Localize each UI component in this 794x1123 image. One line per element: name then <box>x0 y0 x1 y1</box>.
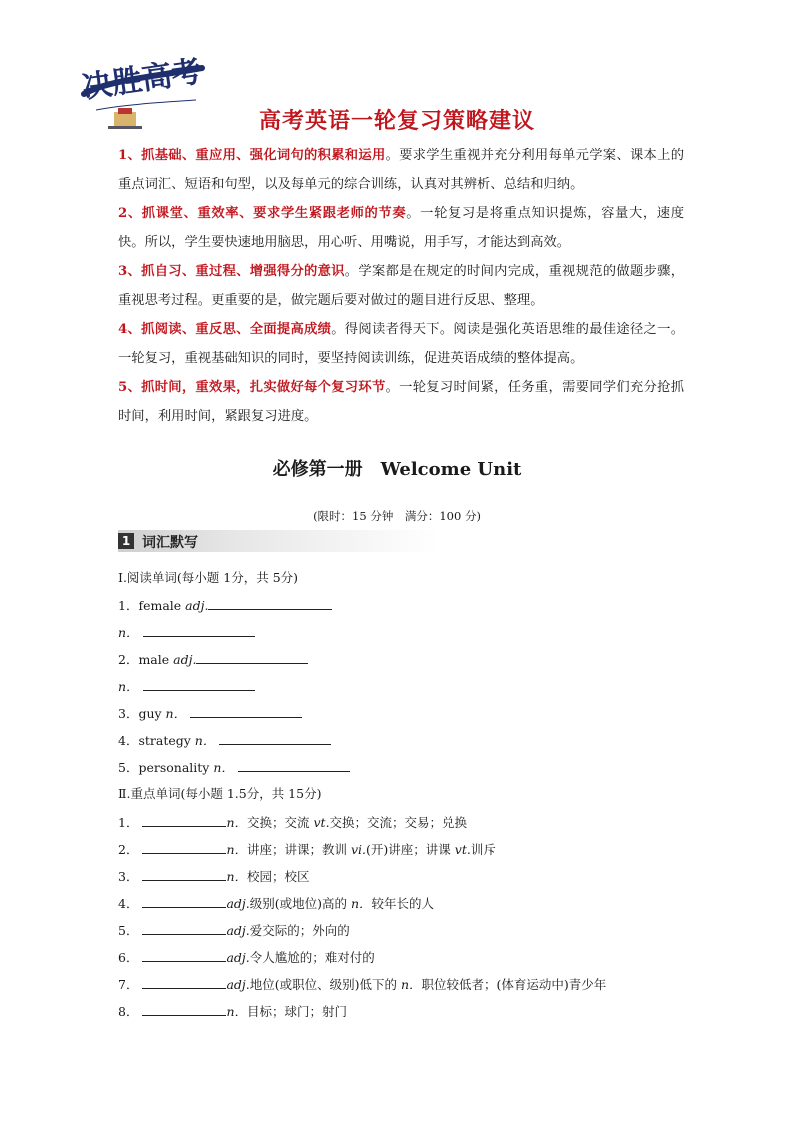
advice-item: 5、抓时间，重效果，扎实做好每个复习环节。一轮复习时间紧，任务重，需要同学们充分抢抓时间，利用时间，紧跟复习进度。 <box>118 380 684 424</box>
part2-item: 7． adj.地位(或职位、级别)低下的 n．职位较低者；(体育运动中)青少年 <box>118 974 606 994</box>
answer-blank[interactable] <box>196 649 308 664</box>
answer-blank[interactable] <box>142 866 226 881</box>
answer-blank[interactable] <box>219 730 331 745</box>
part2-item: 6． adj.令人尴尬的；难对付的 <box>118 947 375 967</box>
section-header <box>118 530 438 552</box>
part2-heading: Ⅱ.重点单词(每小题 1.5分，共 15分) <box>118 786 322 801</box>
part2-item: 3． n．校园；校区 <box>118 866 310 886</box>
part1-item: 3．guy n． <box>118 703 302 723</box>
answer-blank[interactable] <box>142 947 226 962</box>
section-label: 词汇默写 <box>142 535 198 551</box>
answer-blank[interactable] <box>143 622 255 637</box>
answer-blank[interactable] <box>142 893 226 908</box>
part1-item: 4．strategy n． <box>118 730 331 750</box>
advice-item: 1、抓基础、重应用、强化词句的积累和运用。要求学生重视并充分利用每单元学案、课本上的重点词汇、短语和句型，以及每单元的综合训练，认真对其辨析、总结和归纳。 <box>118 148 684 192</box>
answer-blank[interactable] <box>142 812 226 827</box>
answer-blank[interactable] <box>142 920 226 935</box>
answer-blank[interactable] <box>142 839 226 854</box>
advice-item: 2、抓课堂、重效率、要求学生紧跟老师的节奏。一轮复习是将重点知识提炼，容量大，速度快。所以，学生要快速地用脑思，用心听、用嘴说，用手写，才能达到高效。 <box>118 206 684 250</box>
page-title: 高考英语一轮复习策略建议 <box>258 109 535 134</box>
part2-item: 4． adj.级别(或地位)高的 n．较年长的人 <box>118 893 434 913</box>
part1-heading: Ⅰ.阅读单词(每小题 1分，共 5分) <box>118 570 299 585</box>
section-title: 必修第一册 Welcome Unit <box>272 459 522 480</box>
answer-blank[interactable] <box>190 703 302 718</box>
time-limit: (限时：15 分钟 满分：100 分) <box>313 509 481 523</box>
answer-blank[interactable] <box>142 974 226 989</box>
svg-text:决胜高考: 决胜高考 <box>80 54 204 106</box>
part1-item: 1．female adj. <box>118 595 332 615</box>
section-number: 1 <box>118 533 134 549</box>
advice-item: 3、抓自习、重过程、增强得分的意识。学案都是在规定的时间内完成，重视规范的做题步骤，重视思考过程。更重要的是，做完题后要对做过的题目进行反思、整理。 <box>118 264 684 308</box>
part1-item: 5．personality n． <box>118 757 350 777</box>
part2-item: 2． n．讲座；讲课；教训 vi.(开)讲座；讲课 vt.训斥 <box>118 839 496 859</box>
advice-item: 4、抓阅读、重反思、全面提高成绩。得阅读者得天下。阅读是强化英语思维的最佳途径之一。一轮复习，重视基础知识的同时，要坚持阅读训练，促进英语成绩的整体提高。 <box>118 322 684 366</box>
part2-item: 8． n．目标；球门；射门 <box>118 1001 347 1021</box>
part1-item: 2．male adj. <box>118 649 308 669</box>
answer-blank[interactable] <box>238 757 350 772</box>
part1-item: n． <box>118 622 255 642</box>
answer-blank[interactable] <box>143 676 255 691</box>
advice-list <box>118 141 684 431</box>
part2-item: 5． adj.爱交际的；外向的 <box>118 920 350 940</box>
part1-item: n． <box>118 676 255 696</box>
answer-blank[interactable] <box>142 1001 226 1016</box>
part2-item: 1． n．交换；交流 vt.交换；交流；交易；兑换 <box>118 812 467 832</box>
answer-blank[interactable] <box>208 595 332 610</box>
